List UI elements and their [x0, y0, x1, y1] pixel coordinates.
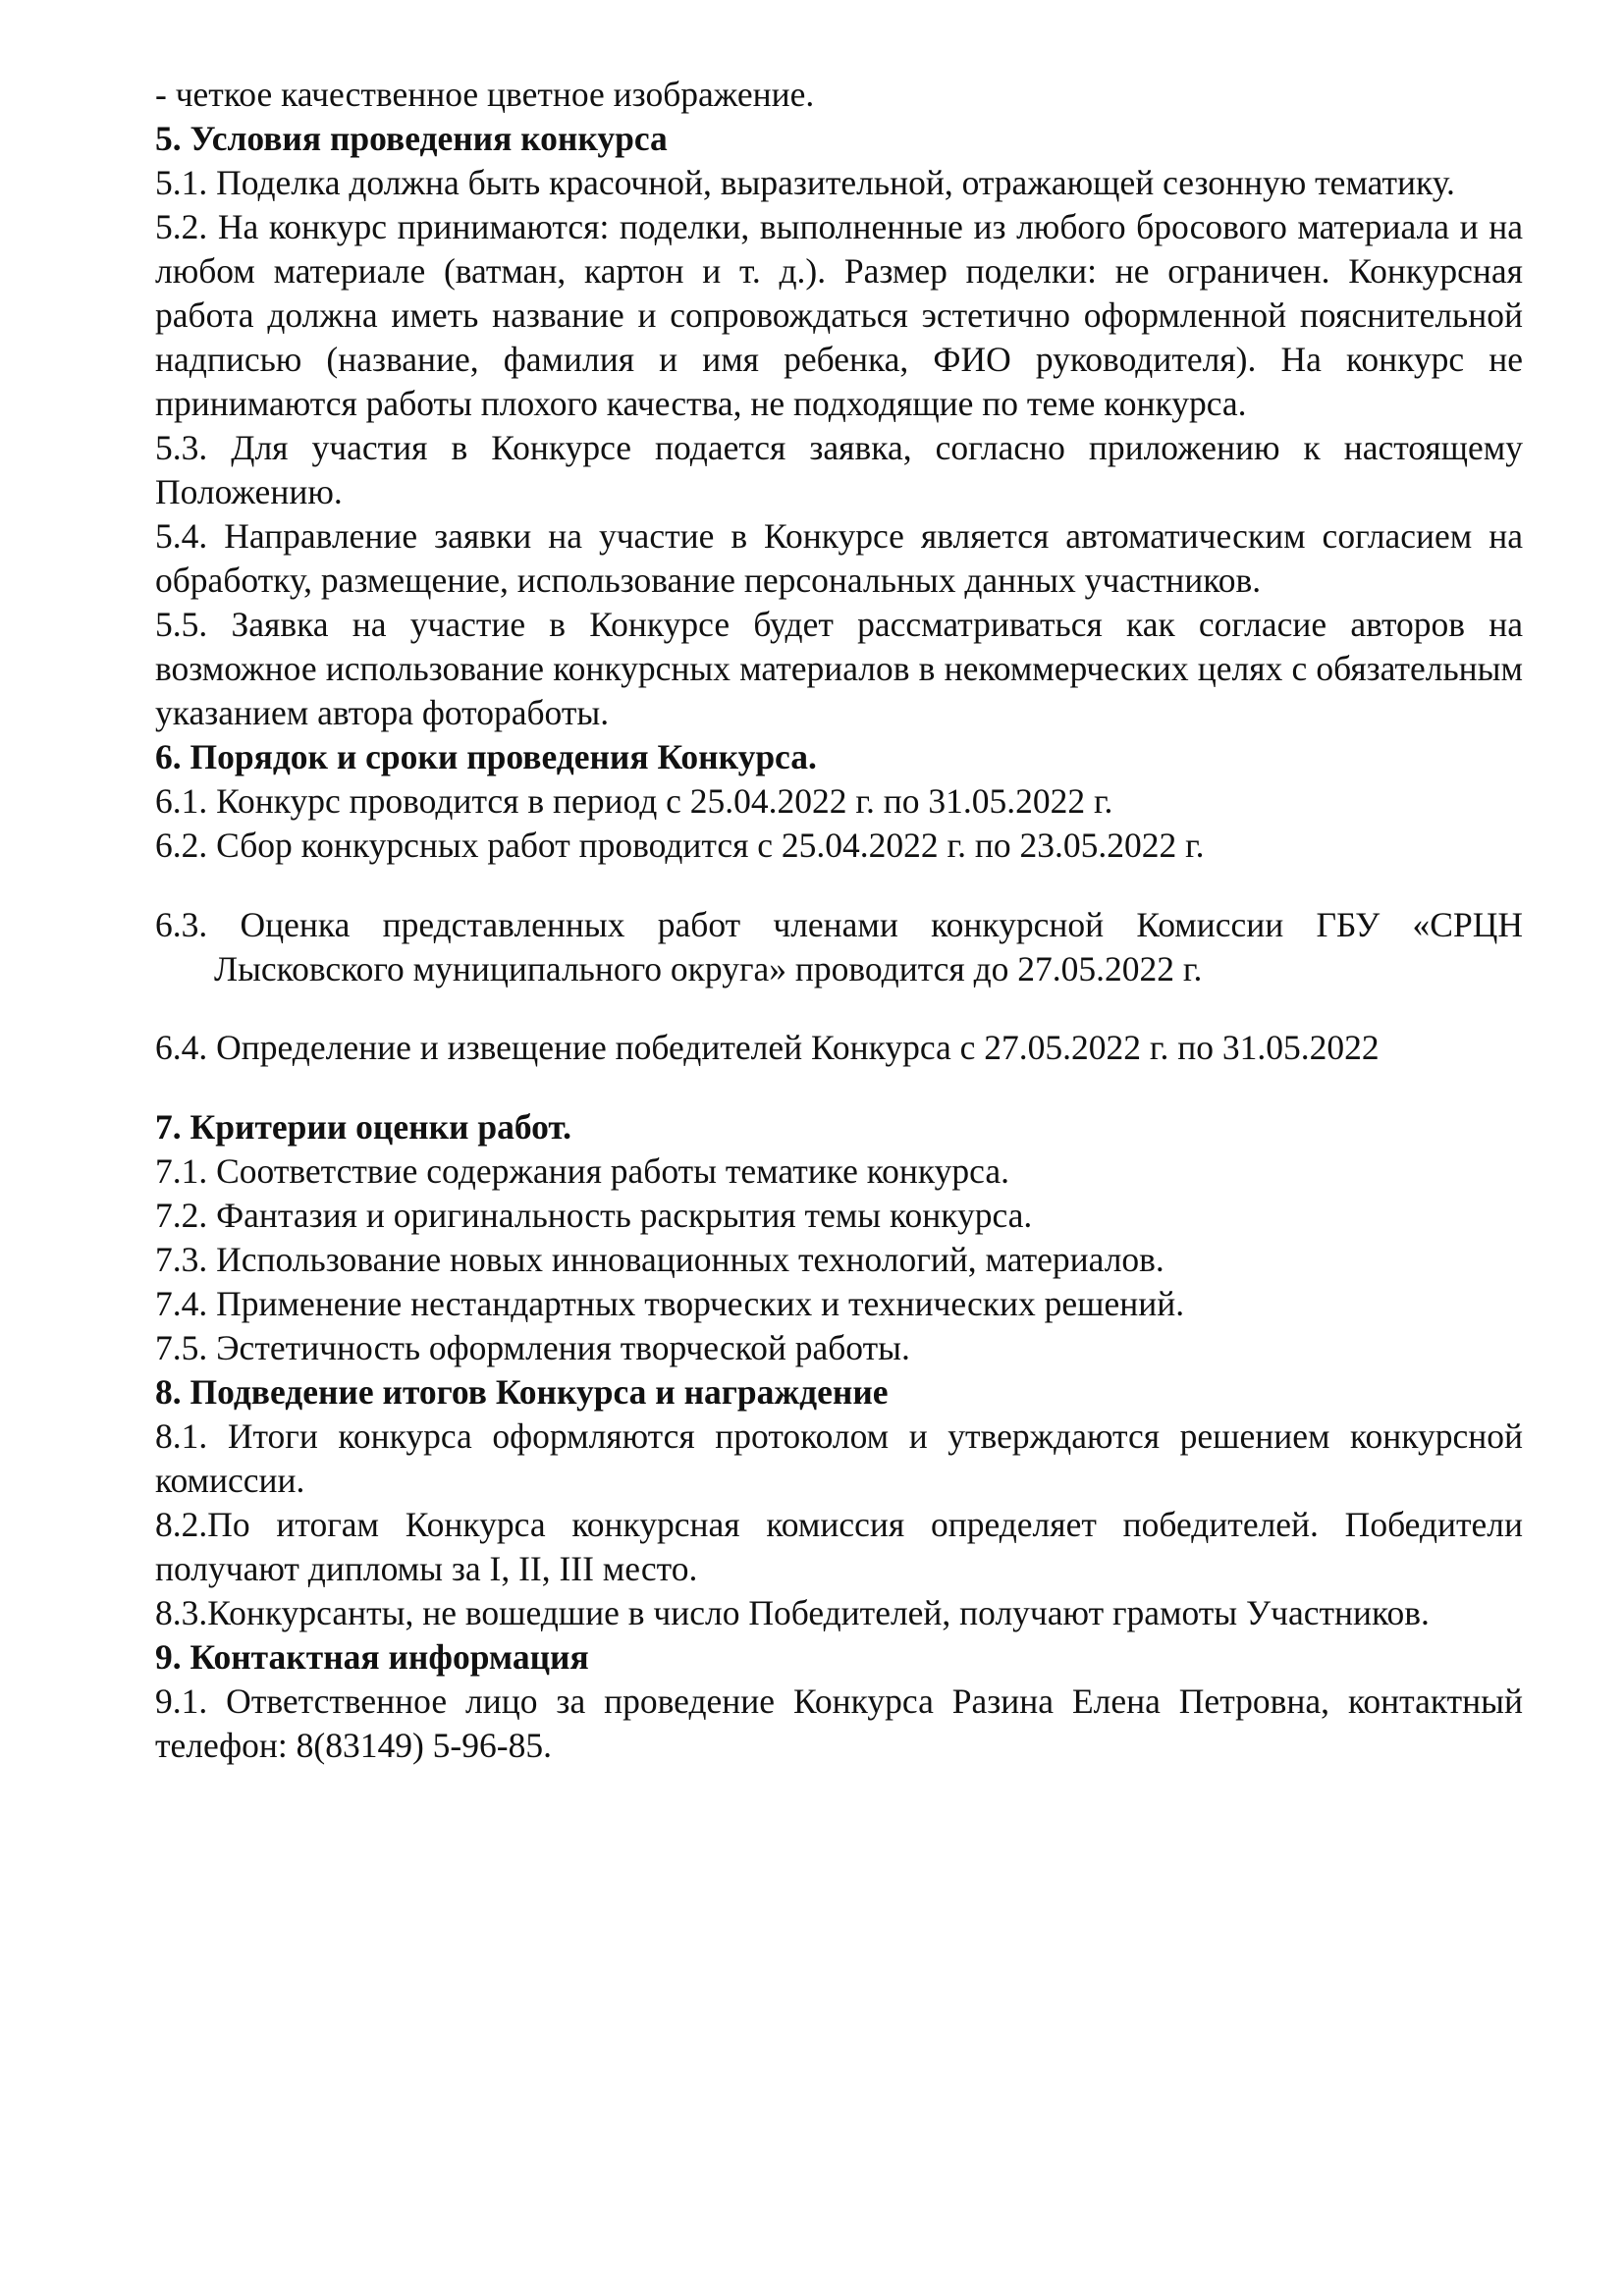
item-6-4: 6.4. Определение и извещение победителей Конкурса с 27.05.2022 г. по 31.05.2022 — [155, 1028, 1380, 1067]
section-8-heading: 8. Подведение итогов Конкурса и награждение — [155, 1371, 889, 1412]
item-7-2: 7.2. Фантазия и оригинальность раскрытия темы конкурса. — [155, 1195, 1033, 1235]
item-7-3: 7.3. Использование новых инновационных технологий, материалов. — [155, 1239, 1164, 1279]
item-6-2: 6.2. Сбор конкурсных работ проводится с 25.04.2022 г. по 23.05.2022 г. — [155, 826, 1205, 865]
item-5-2: 5.2. На конкурс принимаются: поделки, выполненные из любого бросового материала и на любом материале (ватман, картон и т. д.). Размер поделки: не ограничен. Конкурсная работа должна иметь название и сопровождаться эстетично оформленной пояснительной надписью (название, фамилия и имя ребенка, ФИО руководителя). На конкурс не принимаются работы плохого качества, не подходящие по теме конкурса. — [155, 207, 1523, 423]
section-5-heading: 5. Условия проведения конкурса — [155, 119, 668, 158]
section-9-heading: 9. Контактная информация — [155, 1636, 589, 1677]
item-6-1: 6.1. Конкурс проводится в период с 25.04.2022 г. по 31.05.2022 г. — [155, 781, 1113, 821]
item-6-3: 6.3. Оценка представленных работ членами конкурсной Комиссии ГБУ «СРЦН Лысковского муниципального округа» проводится до 27.05.2022 г. — [155, 904, 1523, 988]
item-5-1: 5.1. Поделка должна быть красочной, выразительной, отражающей сезонную тематику. — [155, 163, 1455, 202]
document-page — [155, 73, 1523, 1768]
item-8-3: 8.3.Конкурсанты, не вошедшие в число Победителей, получают грамоты Участников. — [155, 1592, 1430, 1632]
item-5-5: 5.5. Заявка на участие в Конкурсе будет рассматриваться как согласие авторов на возможное использование конкурсных материалов в некоммерческих целях с обязательным указанием автора фотоработы. — [155, 605, 1523, 732]
item-7-5: 7.5. Эстетичность оформления творческой работы. — [155, 1327, 910, 1367]
item-9-1: 9.1. Ответственное лицо за проведение Конкурса Разина Елена Петровна, контактный телефон: 8(83149) 5-96-85. — [155, 1681, 1523, 1765]
section-6-heading: 6. Порядок и сроки проведения Конкурса. — [155, 737, 817, 776]
item-8-1: 8.1. Итоги конкурса оформляются протоколом и утверждаются решением конкурсной комиссии. — [155, 1415, 1523, 1500]
item-7-1: 7.1. Соответствие содержания работы тематике конкурса. — [155, 1150, 1009, 1191]
item-8-2: 8.2.По итогам Конкурса конкурсная комиссия определяет победителей. Победители получают дипломы за I, II, III место. — [155, 1504, 1523, 1588]
item-7-4: 7.4. Применение нестандартных творческих и технических решений. — [155, 1283, 1185, 1323]
item-5-3: 5.3. Для участия в Конкурсе подается заявка, согласно приложению к настоящему Положению. — [155, 428, 1523, 511]
section-7-heading: 7. Критерии оценки работ. — [155, 1106, 572, 1147]
item-5-4: 5.4. Направление заявки на участие в Конкурсе является автоматическим согласием на обработку, размещение, использование персональных данных участников. — [155, 516, 1523, 600]
intro-line: - четкое качественное цветное изображение. — [155, 75, 815, 114]
